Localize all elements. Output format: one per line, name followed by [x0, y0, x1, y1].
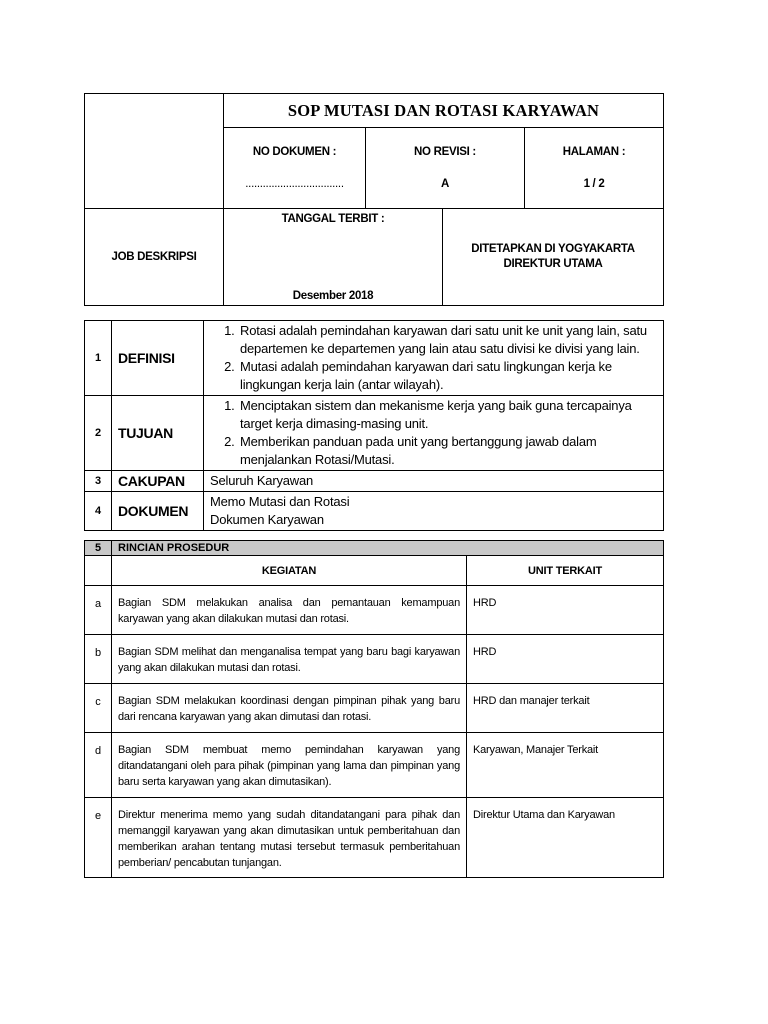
job-deskripsi: JOB DESKRIPSI: [85, 209, 224, 306]
section-num: 3: [85, 471, 112, 492]
section-label-definisi: DEFINISI: [112, 321, 204, 396]
header-empty: [85, 556, 112, 586]
row-letter: a: [85, 586, 112, 635]
row-unit: HRD: [467, 635, 664, 684]
header-table: [84, 93, 664, 306]
no-revisi-label: NO REVISI :: [414, 146, 476, 158]
section-num: 2: [85, 396, 112, 471]
row-unit: HRD: [467, 586, 664, 635]
info-table: [84, 320, 664, 531]
row-letter: d: [85, 733, 112, 798]
tanggal-label: TANGGAL TERBIT :: [281, 213, 385, 225]
ditetapkan-cell: [443, 209, 664, 306]
no-dokumen-value: ..................................: [245, 178, 344, 190]
tujuan-list: [204, 396, 664, 471]
prosedur-title: RINCIAN PROSEDUR: [112, 541, 664, 556]
halaman-label: HALAMAN :: [562, 146, 626, 158]
logo-cell: [85, 94, 224, 209]
row-kegiatan: Bagian SDM melihat dan menganalisa tempat yang baru bagi karyawan yang akan dilakukan mutasi dan rotasi.: [112, 635, 467, 684]
list-item: 2. Memberikan panduan pada unit yang bertanggung jawab dalam menjalankan Rotasi/Mutasi.: [238, 433, 657, 469]
table-row: [85, 684, 664, 733]
table-row: [85, 586, 664, 635]
dokumen-line: Memo Mutasi dan Rotasi: [210, 494, 350, 509]
no-dokumen-cell: [224, 128, 366, 209]
section-label-dokumen: DOKUMEN: [112, 492, 204, 531]
section-label-tujuan: TUJUAN: [112, 396, 204, 471]
no-dokumen-label: NO DOKUMEN :: [252, 146, 337, 158]
section-num: 1: [85, 321, 112, 396]
row-kegiatan: Bagian SDM membuat memo pemindahan karyawan yang ditandatangani oleh para pihak (pimpinan yang lama dan pimpinan yang baru serta karyawan yang akan dimutasikan).: [112, 733, 467, 798]
prosedur-table: [84, 540, 664, 878]
dokumen-text: [204, 492, 664, 531]
cakupan-text: Seluruh Karyawan: [204, 471, 664, 492]
row-unit: HRD dan manajer terkait: [467, 684, 664, 733]
definisi-list: [204, 321, 664, 396]
table-row: [85, 798, 664, 878]
row-letter: b: [85, 635, 112, 684]
halaman-value: 1 / 2: [583, 178, 605, 190]
halaman-cell: [525, 128, 664, 209]
row-unit: Direktur Utama dan Karyawan: [467, 798, 664, 878]
row-kegiatan: Direktur menerima memo yang sudah ditandatangani para pihak dan memanggil karyawan yang akan dimutasikan untuk pemberitahuan dan memberikan arahan tentang mutasi tersebut termasuk pemberitahuan pemberian/ pencabutan tunjangan.: [112, 798, 467, 878]
ditetapkan-line2: DIREKTUR UTAMA: [503, 258, 603, 270]
no-revisi-value: A: [440, 178, 449, 190]
row-letter: e: [85, 798, 112, 878]
row-kegiatan: Bagian SDM melakukan analisa dan pemantauan kemampuan karyawan yang akan dilakukan mutasi dan rotasi.: [112, 586, 467, 635]
row-unit: Karyawan, Manajer Terkait: [467, 733, 664, 798]
document-title: SOP MUTASI DAN ROTASI KARYAWAN: [224, 94, 664, 128]
list-item: 2. Mutasi adalah pemindahan karyawan dari satu lingkungan kerja ke lingkungan kerja lain (antar wilayah).: [238, 358, 657, 394]
section-num: 4: [85, 492, 112, 531]
prosedur-num: 5: [85, 541, 112, 556]
col-kegiatan: KEGIATAN: [112, 556, 467, 586]
dokumen-line: Dokumen Karyawan: [210, 512, 324, 527]
table-row: [85, 733, 664, 798]
section-label-cakupan: CAKUPAN: [112, 471, 204, 492]
col-unit-terkait: UNIT TERKAIT: [467, 556, 664, 586]
list-item: 1. Menciptakan sistem dan mekanisme kerja yang baik guna tercapainya target kerja dimasing-masing unit.: [238, 397, 657, 433]
no-revisi-cell: [366, 128, 525, 209]
table-row: [85, 635, 664, 684]
row-letter: c: [85, 684, 112, 733]
tanggal-terbit-cell: [224, 209, 443, 306]
row-kegiatan: Bagian SDM melakukan koordinasi dengan pimpinan pihak yang baru dari rencana karyawan yang akan dimutasi dan rotasi.: [112, 684, 467, 733]
ditetapkan-line1: DITETAPKAN DI YOGYAKARTA: [471, 243, 635, 255]
tanggal-value: Desember 2018: [292, 290, 374, 302]
list-item: 1. Rotasi adalah pemindahan karyawan dari satu unit ke unit yang lain, satu departemen ke departemen yang lain atau satu divisi ke divisi yang lain.: [238, 322, 657, 358]
